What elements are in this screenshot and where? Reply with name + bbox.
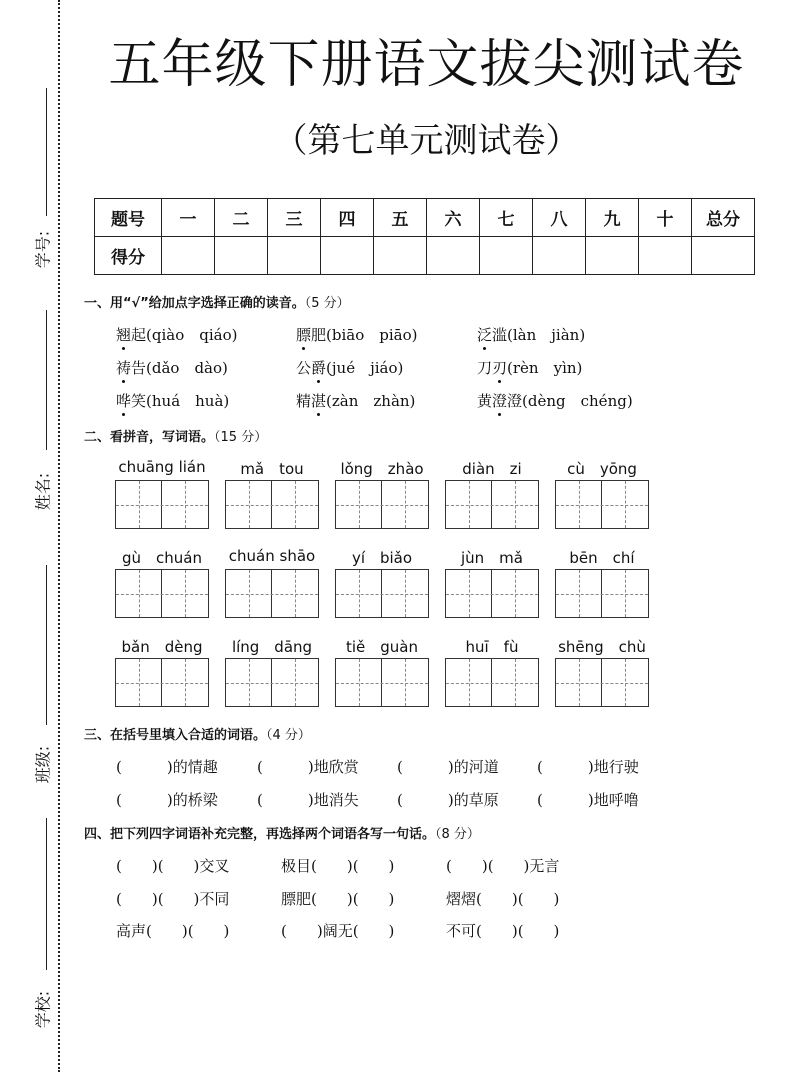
pinyin-label: gù chuán — [122, 549, 202, 567]
grid-guide-line — [446, 505, 538, 506]
grid-guide-line — [446, 683, 538, 684]
grid-guide-line — [139, 481, 140, 528]
score-cell[interactable] — [427, 237, 480, 275]
idiom-blank-item[interactable]: ( )( )无言 — [446, 857, 560, 875]
idiom-blank-item[interactable]: 极目( )( ) — [281, 857, 395, 875]
writing-grid[interactable] — [115, 658, 209, 707]
grid-guide-line — [359, 659, 360, 706]
student-id-line — [46, 88, 47, 216]
grid-guide-line — [249, 659, 250, 706]
item-text: 黄 — [477, 392, 493, 410]
grid-guide-line — [469, 481, 470, 528]
section-4-points: （8 分） — [435, 827, 480, 842]
grid-guide-line — [405, 570, 406, 617]
idiom-blank-item[interactable]: 不可( )( ) — [446, 922, 560, 940]
pinyin-label: bēn chí — [569, 549, 635, 567]
grid-guide-line — [556, 683, 648, 684]
fill-blank-item[interactable]: ( )的桥梁 — [116, 791, 218, 809]
pronunciation-item — [477, 390, 633, 411]
grid-guide-line — [116, 505, 208, 506]
item-text: 精 — [296, 392, 312, 410]
class-line — [46, 565, 47, 725]
pinyin-label: lǒng zhào — [340, 460, 424, 478]
pinyin-label: chuāng lián — [118, 458, 206, 476]
side-field-student-id — [8, 88, 52, 278]
pronunciation-item — [296, 357, 403, 378]
fill-blank-item[interactable]: ( )的河道 — [397, 758, 499, 776]
school-label: 学校: — [33, 990, 53, 1029]
idiom-blank-item[interactable]: ( )( )不同 — [116, 890, 230, 908]
score-cell[interactable] — [321, 237, 374, 275]
score-row-label: 得分 — [95, 237, 162, 275]
idiom-blank-item[interactable]: 熠熠( )( ) — [446, 890, 560, 908]
pinyin-label: mǎ tou — [240, 460, 304, 478]
grid-guide-line — [446, 594, 538, 595]
score-table-header-row — [95, 199, 755, 237]
pinyin-label: shēng chù — [558, 638, 646, 656]
writing-grid[interactable] — [225, 658, 319, 707]
item-text[interactable]: 滥(làn jiàn) — [492, 326, 586, 344]
writing-grid[interactable] — [225, 569, 319, 618]
fill-blank-item[interactable]: ( )的草原 — [397, 791, 499, 809]
grid-guide-line — [226, 594, 318, 595]
fill-blank-item[interactable]: ( )地呼噜 — [537, 791, 639, 809]
grid-guide-line — [185, 570, 186, 617]
idiom-blank-item[interactable]: 膘肥( )( ) — [281, 890, 395, 908]
student-id-label: 学号: — [33, 230, 53, 269]
pinyin-label: cù yōng — [567, 460, 637, 478]
writing-grid[interactable] — [335, 480, 429, 529]
score-header-cell: 题号 — [95, 199, 162, 237]
section-2-title: 二、看拼音，写词语。 — [84, 430, 215, 445]
section-1-points: （5 分） — [304, 296, 350, 311]
dotted-character: 爵 — [311, 359, 327, 377]
pronunciation-item — [296, 324, 417, 345]
item-text[interactable]: 告(dǎo dào) — [131, 359, 228, 377]
writing-grid[interactable] — [335, 658, 429, 707]
pinyin-label: bǎn dèng — [121, 638, 203, 656]
grid-guide-line — [556, 505, 648, 506]
grid-guide-line — [336, 505, 428, 506]
fill-blank-item[interactable]: ( )的情趣 — [116, 758, 218, 776]
score-cell[interactable] — [162, 237, 215, 275]
item-text: 刀 — [477, 359, 493, 377]
grid-guide-line — [579, 659, 580, 706]
fill-blank-item[interactable]: ( )地欣赏 — [257, 758, 359, 776]
item-text[interactable]: (jué jiáo) — [326, 359, 404, 377]
grid-guide-line — [515, 570, 516, 617]
score-cell[interactable] — [639, 237, 692, 275]
item-text[interactable]: 肥(biāo piāo) — [311, 326, 418, 344]
grid-guide-line — [336, 683, 428, 684]
item-text[interactable]: 澄(dèng chéng) — [507, 392, 633, 410]
grid-guide-line — [515, 481, 516, 528]
grid-guide-line — [116, 683, 208, 684]
dotted-character: 膘 — [296, 326, 312, 344]
school-line — [46, 818, 47, 970]
grid-guide-line — [295, 481, 296, 528]
writing-grid[interactable] — [445, 658, 539, 707]
section-3-heading — [84, 724, 311, 743]
score-header-cell: 八 — [533, 199, 586, 237]
dotted-character: 祷 — [116, 359, 132, 377]
score-header-cell: 二 — [215, 199, 268, 237]
dotted-character: 湛 — [311, 392, 327, 410]
score-cell[interactable] — [586, 237, 639, 275]
writing-grid[interactable] — [115, 480, 209, 529]
name-line — [46, 310, 47, 450]
score-header-cell: 总分 — [692, 199, 755, 237]
pinyin-label: líng dāng — [231, 638, 313, 656]
dotted-character: 哗 — [116, 392, 132, 410]
pronunciation-item — [477, 357, 582, 378]
pinyin-label: jùn mǎ — [461, 549, 523, 567]
pronunciation-item — [477, 324, 585, 345]
writing-grid[interactable] — [115, 569, 209, 618]
idiom-blank-item[interactable]: ( )阔无( ) — [281, 922, 395, 940]
grid-guide-line — [579, 481, 580, 528]
grid-guide-line — [185, 659, 186, 706]
writing-grid[interactable] — [555, 480, 649, 529]
grid-guide-line — [625, 570, 626, 617]
page-subtitle: （第七单元测试卷） — [273, 121, 580, 161]
writing-grid[interactable] — [445, 480, 539, 529]
pronunciation-item — [116, 390, 229, 411]
score-table-score-row — [95, 237, 755, 275]
section-2-points: （15 分） — [214, 430, 268, 445]
idiom-blank-item[interactable]: ( )( )交叉 — [116, 857, 230, 875]
pinyin-label: chuán shāo — [228, 547, 316, 565]
pinyin-label: huī fù — [465, 638, 519, 656]
side-field-name — [8, 310, 52, 510]
score-header-cell: 一 — [162, 199, 215, 237]
score-header-cell: 九 — [586, 199, 639, 237]
pronunciation-item — [116, 357, 228, 378]
side-field-school — [8, 818, 52, 1058]
score-header-cell: 六 — [427, 199, 480, 237]
section-4-title: 四、把下列四字词语补充完整，再选择两个词语各写一句话。 — [84, 827, 436, 842]
writing-grid[interactable] — [335, 569, 429, 618]
grid-guide-line — [405, 659, 406, 706]
grid-guide-line — [139, 570, 140, 617]
grid-guide-line — [116, 594, 208, 595]
fill-blank-item[interactable]: ( )地行驶 — [537, 758, 639, 776]
grid-guide-line — [226, 505, 318, 506]
grid-guide-line — [405, 481, 406, 528]
grid-guide-line — [185, 481, 186, 528]
dotted-character: 澄 — [492, 392, 508, 410]
fill-blank-item[interactable]: ( )地消失 — [257, 791, 359, 809]
grid-guide-line — [295, 659, 296, 706]
grid-guide-line — [139, 659, 140, 706]
grid-guide-line — [359, 481, 360, 528]
grid-guide-line — [469, 659, 470, 706]
section-3-title: 三、在括号里填入合适的词语。 — [84, 728, 267, 743]
pinyin-label: yí biǎo — [351, 549, 413, 567]
score-cell[interactable] — [692, 237, 755, 275]
writing-grid[interactable] — [445, 569, 539, 618]
item-text[interactable]: (rèn yìn) — [507, 359, 583, 377]
grid-guide-line — [515, 659, 516, 706]
grid-guide-line — [556, 594, 648, 595]
grid-guide-line — [336, 594, 428, 595]
pinyin-label: tiě guàn — [345, 638, 418, 656]
page-title: 五年级下册语文拔尖测试卷 — [108, 35, 745, 95]
grid-guide-line — [249, 481, 250, 528]
writing-grid[interactable] — [555, 658, 649, 707]
item-text[interactable]: 起(qiào qiáo) — [131, 326, 238, 344]
section-3-points: （4 分） — [266, 728, 311, 743]
score-cell[interactable] — [480, 237, 533, 275]
pronunciation-item — [296, 390, 415, 411]
score-header-cell: 三 — [268, 199, 321, 237]
section-1-title: 一、用“√”给加点字选择正确的读音。 — [84, 296, 305, 311]
grid-guide-line — [226, 683, 318, 684]
name-label: 姓名: — [33, 472, 53, 511]
grid-guide-line — [579, 570, 580, 617]
pinyin-label: diàn zi — [462, 460, 522, 478]
score-table — [94, 198, 755, 275]
dotted-character: 翘 — [116, 326, 132, 344]
grid-guide-line — [359, 570, 360, 617]
score-header-cell: 五 — [374, 199, 427, 237]
side-field-class — [8, 565, 52, 785]
grid-guide-line — [469, 570, 470, 617]
dotted-character: 刃 — [492, 359, 508, 377]
dotted-character: 泛 — [477, 326, 493, 344]
score-header-cell: 四 — [321, 199, 374, 237]
score-header-cell: 十 — [639, 199, 692, 237]
idiom-blank-item[interactable]: 高声( )( ) — [116, 922, 230, 940]
section-2-heading — [84, 426, 267, 445]
grid-guide-line — [249, 570, 250, 617]
score-cell[interactable] — [215, 237, 268, 275]
score-cell[interactable] — [533, 237, 586, 275]
writing-grid[interactable] — [555, 569, 649, 618]
pronunciation-item — [116, 324, 237, 345]
score-cell[interactable] — [268, 237, 321, 275]
grid-guide-line — [625, 481, 626, 528]
score-cell[interactable] — [374, 237, 427, 275]
section-4-heading — [84, 823, 480, 842]
section-1-heading — [84, 292, 350, 311]
item-text[interactable]: 笑(huá huà) — [131, 392, 230, 410]
grid-guide-line — [625, 659, 626, 706]
item-text: 公 — [296, 359, 312, 377]
class-label: 班级: — [33, 745, 53, 784]
grid-guide-line — [295, 570, 296, 617]
score-header-cell: 七 — [480, 199, 533, 237]
item-text[interactable]: (zàn zhàn) — [326, 392, 416, 410]
writing-grid[interactable] — [225, 480, 319, 529]
